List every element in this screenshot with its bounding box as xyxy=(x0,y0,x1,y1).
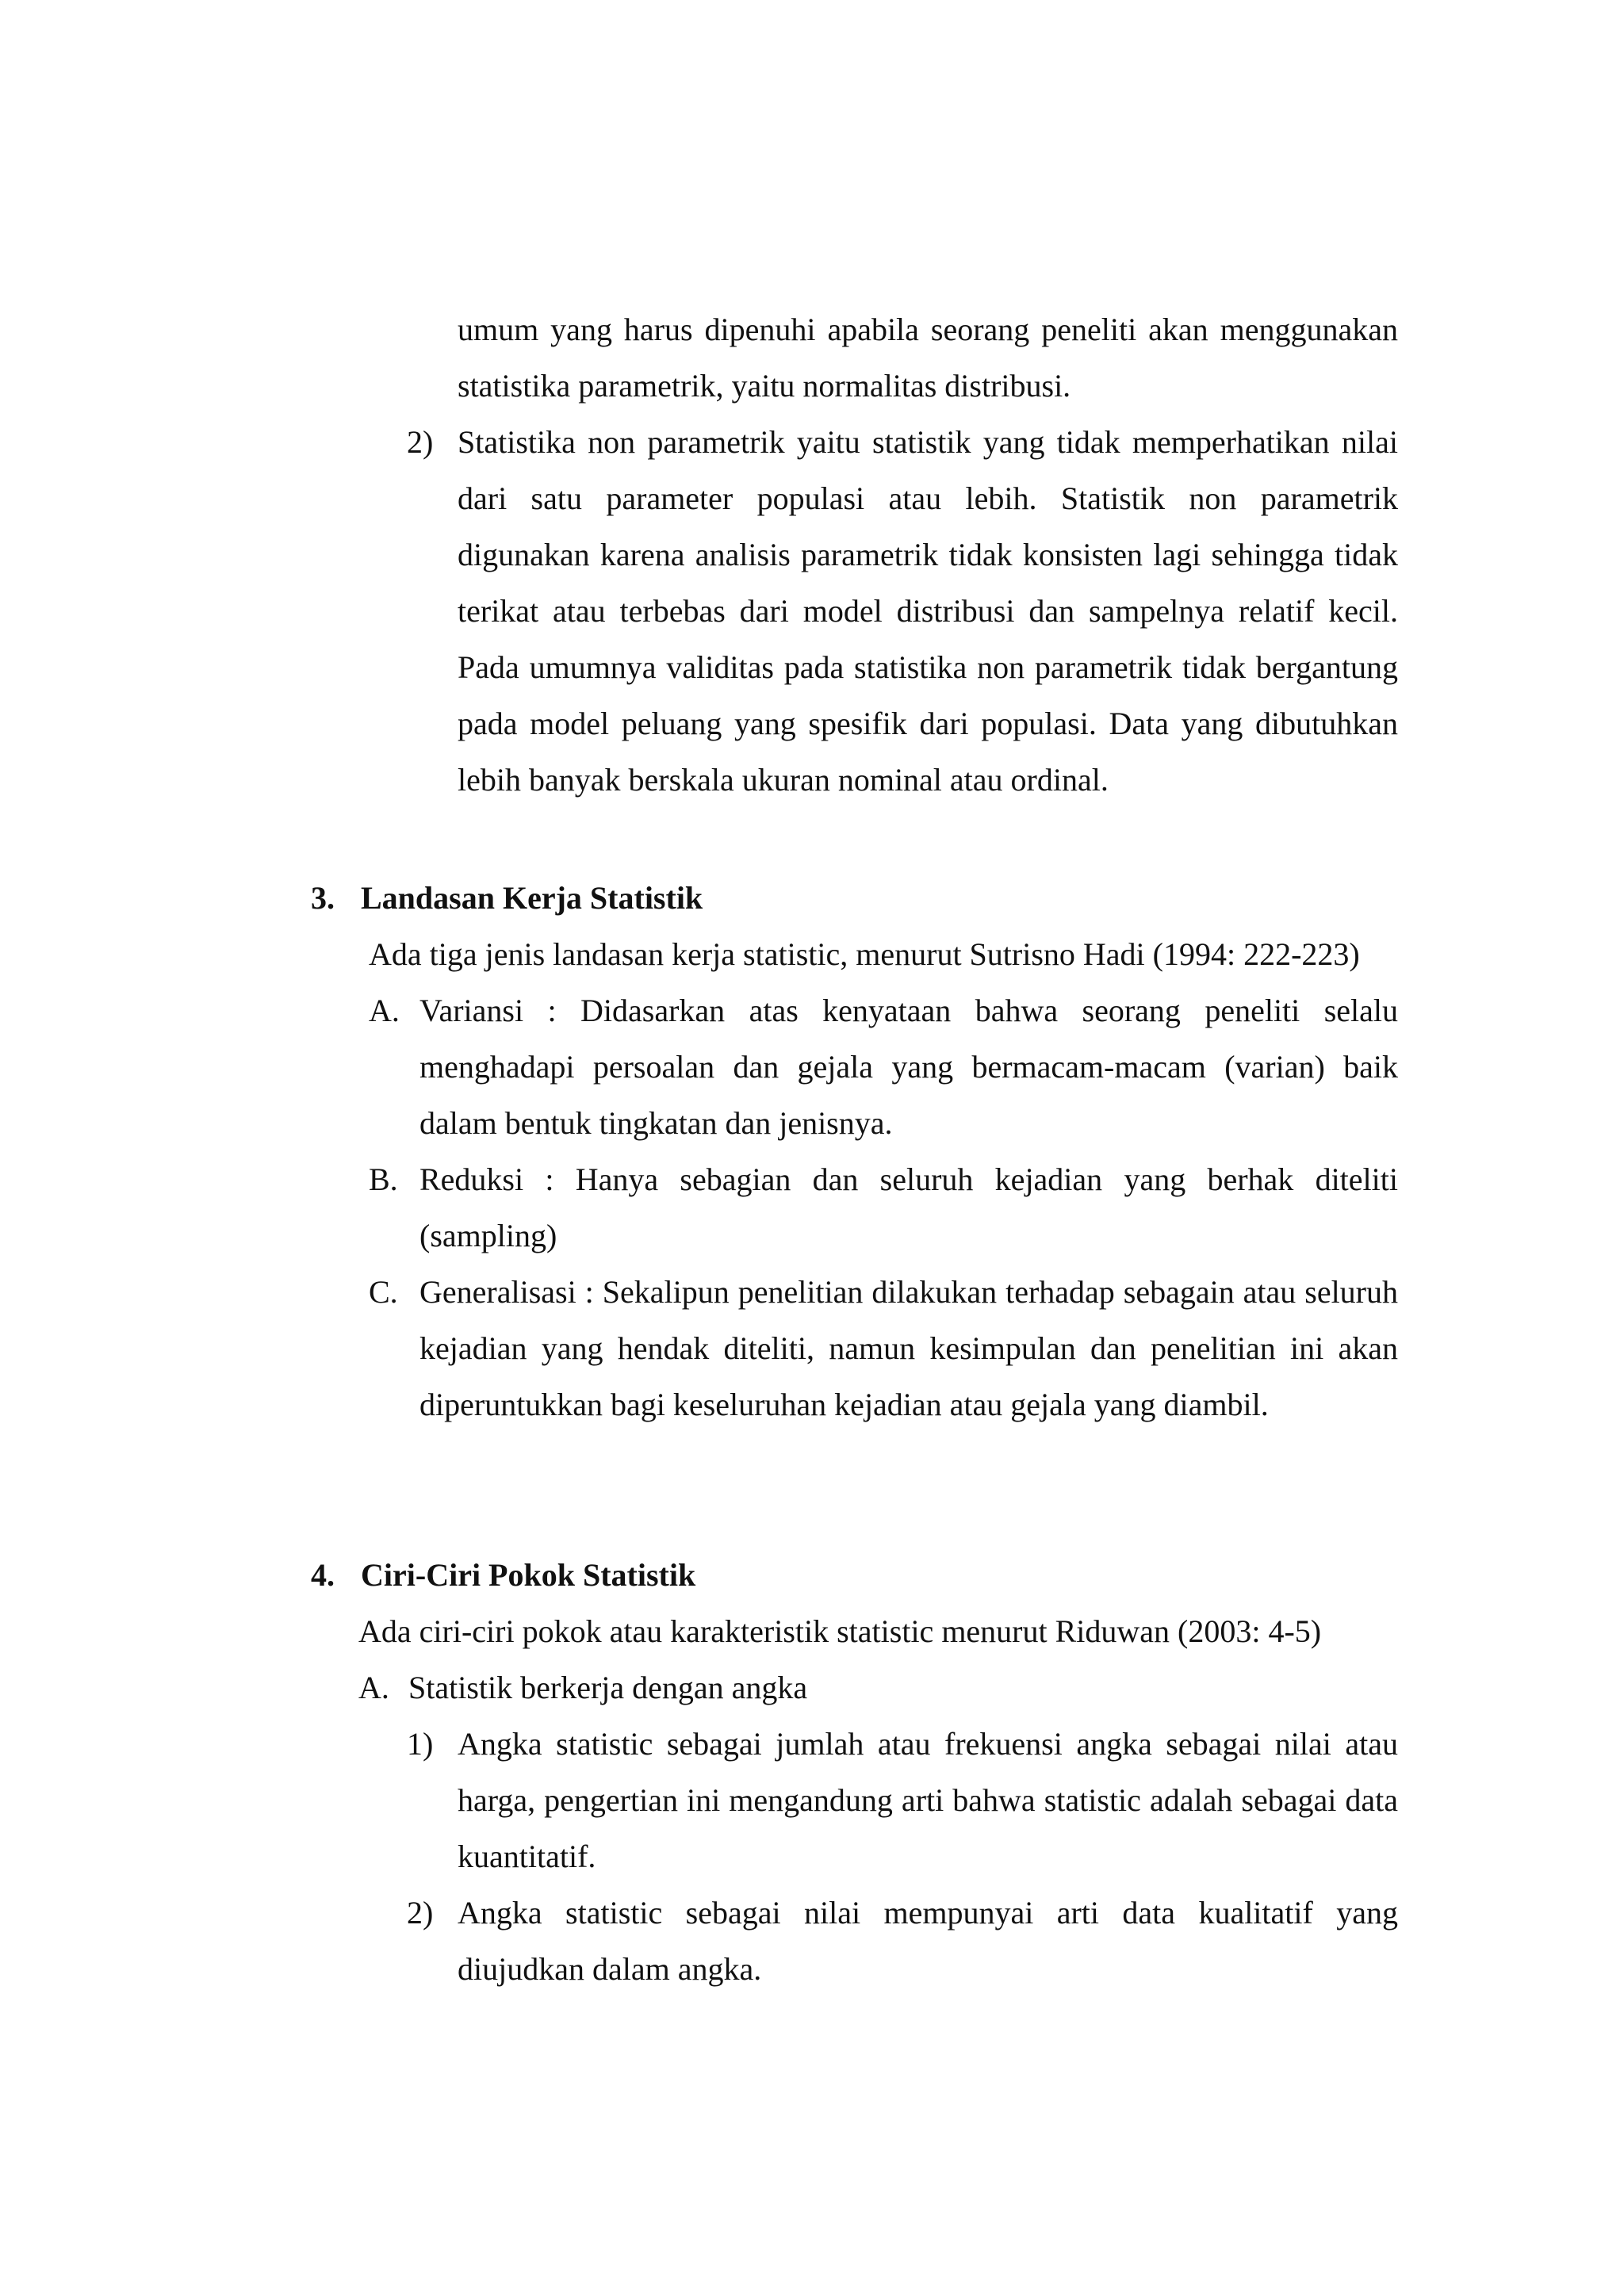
section3-list xyxy=(369,982,1398,1433)
list-item-1-jumlah xyxy=(407,1716,1398,1885)
list-item-text: Reduksi : Hanya sebagian dan seluruh kejadian yang berhak diteliti (sampling) xyxy=(419,1161,1398,1253)
list-marker: A. xyxy=(369,993,400,1028)
list-item-generalisasi xyxy=(369,1264,1398,1433)
list-item-text: Angka statistic sebagai jumlah atau frekuensi angka sebagai nilai atau harga, pengertian ini mengandung arti bahwa statistic adalah sebagai data kuantitatif. xyxy=(458,1726,1398,1874)
list-item-text: Variansi : Didasarkan atas kenyataan bahwa seorang peneliti selalu menghadapi persoalan dan gejala yang bermacam-macam (varian) baik dalam bentuk tingkatan dan jenisnya. xyxy=(419,993,1398,1141)
subheading-text: Statistik berkerja dengan angka xyxy=(408,1670,808,1705)
section-intro: Ada ciri-ciri pokok atau karakteristik statistic menurut Riduwan (2003: 4-5) xyxy=(358,1613,1322,1649)
list-marker: 2) xyxy=(407,1895,434,1931)
list-item-2-nonparametric xyxy=(407,414,1398,808)
continuation-paragraph: umum yang harus dipenuhi apabila seorang peneliti akan menggunakan statistika parametrik, yaitu normalitas distribusi. xyxy=(458,312,1398,404)
list-item-variansi xyxy=(369,982,1398,1151)
list-marker: 2) xyxy=(407,424,434,460)
list-item-2-nilai xyxy=(407,1885,1398,1997)
list-item-text: Generalisasi : Sekalipun penelitian dilakukan terhadap sebagain atau seluruh kejadian yang hendak diteliti, namun kesimpulan dan penelitian ini akan diperuntukkan bagi keseluruhan kejadian atau gejala yang diambil. xyxy=(419,1274,1398,1422)
section-number: 3. xyxy=(311,880,335,916)
section-title: Ciri-Ciri Pokok Statistik xyxy=(361,1557,696,1593)
section-number: 4. xyxy=(311,1557,335,1593)
list-marker: 1) xyxy=(407,1726,434,1762)
list-marker: C. xyxy=(369,1274,398,1310)
section4-list xyxy=(407,1716,1398,1997)
section-heading-4 xyxy=(311,1547,1421,1603)
list-item-text: Angka statistic sebagai nilai mempunyai arti data kualitatif yang diujudkan dalam angka. xyxy=(458,1895,1398,1987)
section-intro: Ada tiga jenis landasan kerja statistic, menurut Sutrisno Hadi (1994: 222-223) xyxy=(369,936,1360,972)
section-title: Landasan Kerja Statistik xyxy=(361,880,703,916)
list-item-reduksi xyxy=(369,1151,1398,1264)
section-heading-3 xyxy=(311,870,1421,926)
list-marker: B. xyxy=(369,1161,398,1197)
list-marker: A. xyxy=(358,1670,389,1705)
list-item-text: Statistika non parametrik yaitu statistik yang tidak memperhatikan nilai dari satu parameter populasi atau lebih. Statistik non parametrik digunakan karena analisis parametrik tidak konsisten lagi sehingga tidak terikat atau terbebas dari model distribusi dan sampelnya relatif kecil. Pada umumnya validitas pada statistika non parametrik tidak bergantung pada model peluang yang spesifik dari populasi. Data yang dibutuhkan lebih banyak berskala ukuran nominal atau ordinal. xyxy=(458,424,1398,798)
